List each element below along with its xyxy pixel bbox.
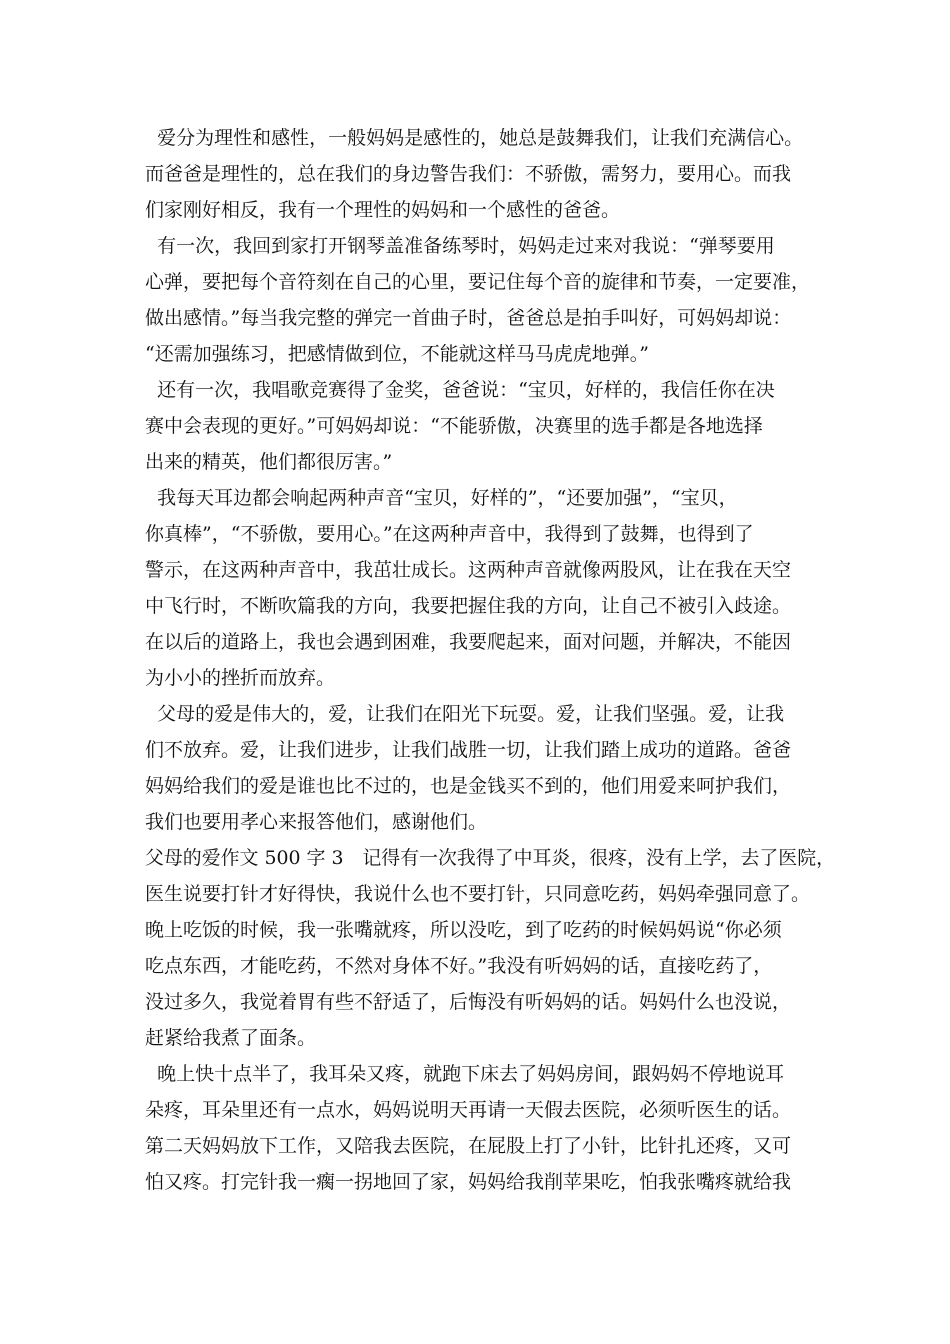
text-line: 出来的精英，他们都很厉害。” xyxy=(145,451,393,473)
text-line: 父母的爱是伟大的，爱，让我们在阳光下玩耍。爱，让我们坚强。爱，让我 xyxy=(145,703,785,725)
text-line: 晚上快十点半了，我耳朵又疼，就跑下床去了妈妈房间，跟妈妈不停地说耳 xyxy=(145,1063,785,1085)
text-line: 父母的爱作文 500 字 3 记得有一次我得了中耳炎，很疼，没有上学，去了医院， xyxy=(145,847,836,869)
text-line: 医生说要打针才好得快，我说什么也不要打针，只同意吃药，妈妈牵强同意了。 xyxy=(145,883,811,905)
text-line: 在以后的道路上，我也会遇到困难，我要爬起来，面对问题，并解决，不能因 xyxy=(145,631,792,653)
text-line: 中飞行时，不断吹篇我的方向，我要把握住我的方向，让自己不被引入歧途。 xyxy=(145,595,792,617)
text-line: 赶紧给我煮了面条。 xyxy=(145,1027,317,1049)
text-line: 做出感情。”每当我完整的弹完一首曲子时，爸爸总是拍手叫好，可妈妈却说： xyxy=(145,307,792,329)
text-line: 第二天妈妈放下工作，又陪我去医院，在屁股上打了小针，比针扎还疼，又可 xyxy=(145,1135,792,1157)
text-line: 有一次，我回到家打开钢琴盖准备练琴时，妈妈走过来对我说：“弹琴要用 xyxy=(145,235,775,257)
text-line: “还需加强练习，把感情做到位，不能就这样马马虎虎地弹。” xyxy=(145,343,649,365)
text-line: 我们也要用孝心来报答他们，感谢他们。 xyxy=(145,811,488,833)
text-line: 吃点东西，才能吃药，不然对身体不好。”我没有听妈妈的话，直接吃药了， xyxy=(145,955,773,977)
text-line: 晚上吃饭的时候，我一张嘴就疼，所以没吃，到了吃药的时候妈妈说“你必须 xyxy=(145,919,782,941)
text-line: 还有一次，我唱歌竞赛得了金奖，爸爸说：“宝贝，好样的，我信任你在决 xyxy=(145,379,775,401)
text-line: 警示，在这两种声音中，我茁壮成长。这两种声音就像两股风，让在我在天空 xyxy=(145,559,792,581)
text-line: 们家刚好相反，我有一个理性的妈妈和一个感性的爸爸。 xyxy=(145,199,621,221)
text-line: 为小小的挫折而放弃。 xyxy=(145,667,336,689)
text-line: 们不放弃。爱，让我们进步，让我们战胜一切，让我们踏上成功的道路。爸爸 xyxy=(145,739,792,761)
essay-body xyxy=(145,120,835,1200)
text-line: 怕又疼。打完针我一瘸一拐地回了家，妈妈给我削苹果吃，怕我张嘴疼就给我 xyxy=(145,1171,792,1193)
text-line: 你真棒”，“不骄傲，要用心。”在这两种声音中，我得到了鼓舞，也得到了 xyxy=(145,523,754,545)
text-line: 没过多久，我觉着胃有些不舒适了，后悔没有听妈妈的话。妈妈什么也没说， xyxy=(145,991,792,1013)
text-line: 心弹，要把每个音符刻在自己的心里，要记住每个音的旋律和节奏，一定要准， xyxy=(145,271,811,293)
text-line: 朵疼，耳朵里还有一点水，妈妈说明天再请一天假去医院，必须听医生的话。 xyxy=(145,1099,792,1121)
text-line: 妈妈给我们的爱是谁也比不过的，也是金钱买不到的，他们用爱来呵护我们， xyxy=(145,775,792,797)
text-line: 我每天耳边都会响起两种声音“宝贝，好样的”，“还要加强”，“宝贝， xyxy=(145,487,738,509)
text-line: 赛中会表现的更好。”可妈妈却说：“不能骄傲，决赛里的选手都是各地选择 xyxy=(145,415,763,437)
text-line: 爱分为理性和感性，一般妈妈是感性的，她总是鼓舞我们，让我们充满信心。 xyxy=(145,127,804,149)
text-line: 而爸爸是理性的，总在我们的身边警告我们：不骄傲，需努力，要用心。而我 xyxy=(145,163,792,185)
